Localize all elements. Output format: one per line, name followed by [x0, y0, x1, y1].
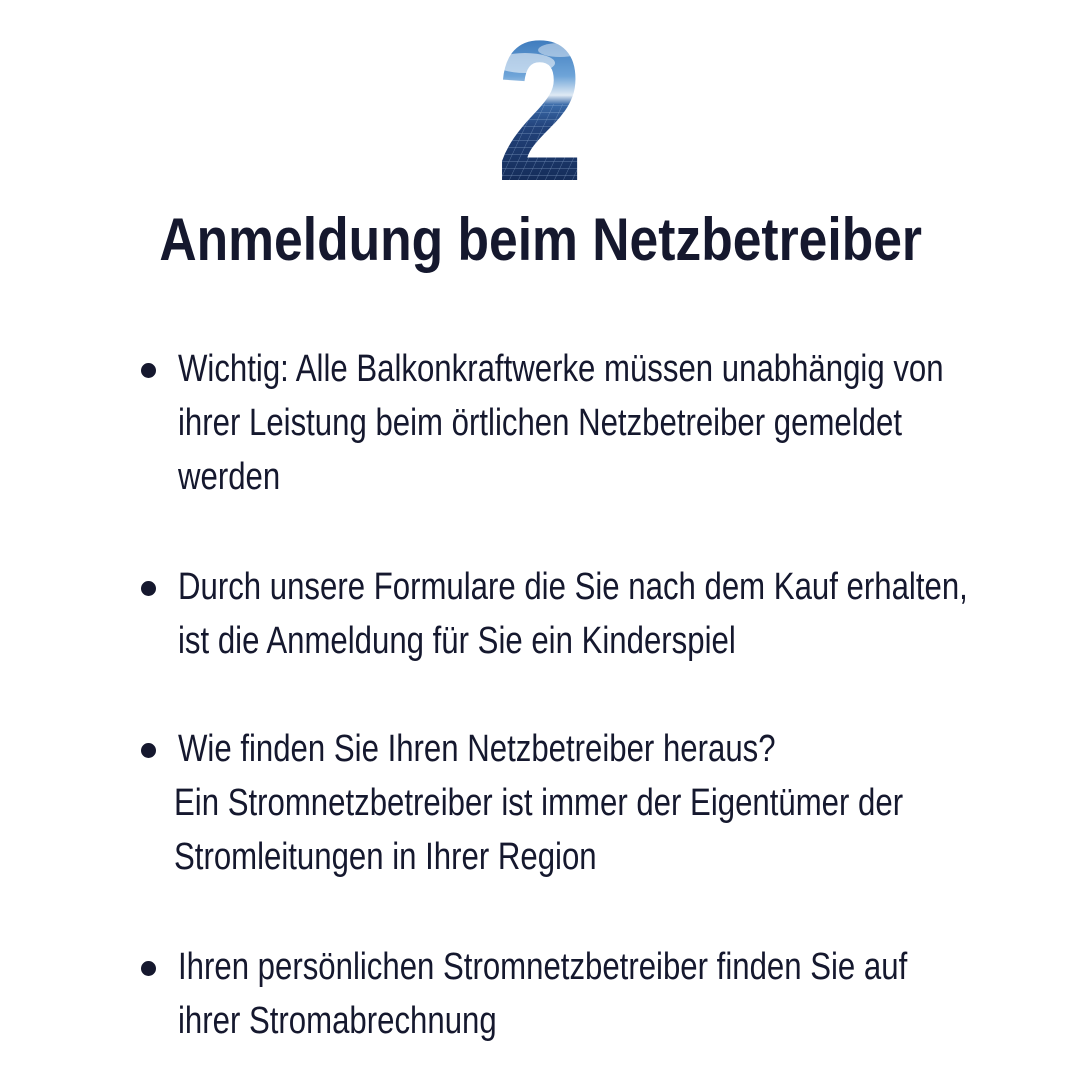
bullet-dot-icon	[141, 961, 156, 976]
bullet-dot-icon	[141, 363, 156, 378]
step-number-image	[490, 28, 590, 188]
bullet-text-line: werden	[178, 456, 281, 498]
bullet-text-line: Durch unsere Formulare die Sie nach dem Kauf erhalten,	[178, 566, 968, 608]
page-title: Anmeldung beim Netzbetreiber	[159, 206, 923, 273]
bullet-text-line: Ihren persönlichen Stromnetzbetreiber finden Sie auf	[178, 946, 908, 988]
bullet-text-line: ihrer Leistung beim örtlichen Netzbetreiber gemeldet	[178, 402, 902, 444]
bullet-text-line: Ein Stromnetzbetreiber ist immer der Eigentümer der	[174, 782, 904, 824]
bullet-dot-icon	[141, 743, 156, 758]
bullet-text-line: Wie finden Sie Ihren Netzbetreiber heraus?	[178, 728, 776, 770]
bullet-text-line: Stromleitungen in Ihrer Region	[174, 836, 597, 878]
bullet-text-line: Wichtig: Alle Balkonkraftwerke müssen unabhängig von	[178, 348, 944, 390]
bullet-dot-icon	[141, 581, 156, 596]
solar-panel-number-icon	[490, 28, 590, 188]
bullet-text-line: ist die Anmeldung für Sie ein Kinderspiel	[178, 620, 736, 662]
bullet-text-line: ihrer Stromabrechnung	[178, 1000, 497, 1042]
